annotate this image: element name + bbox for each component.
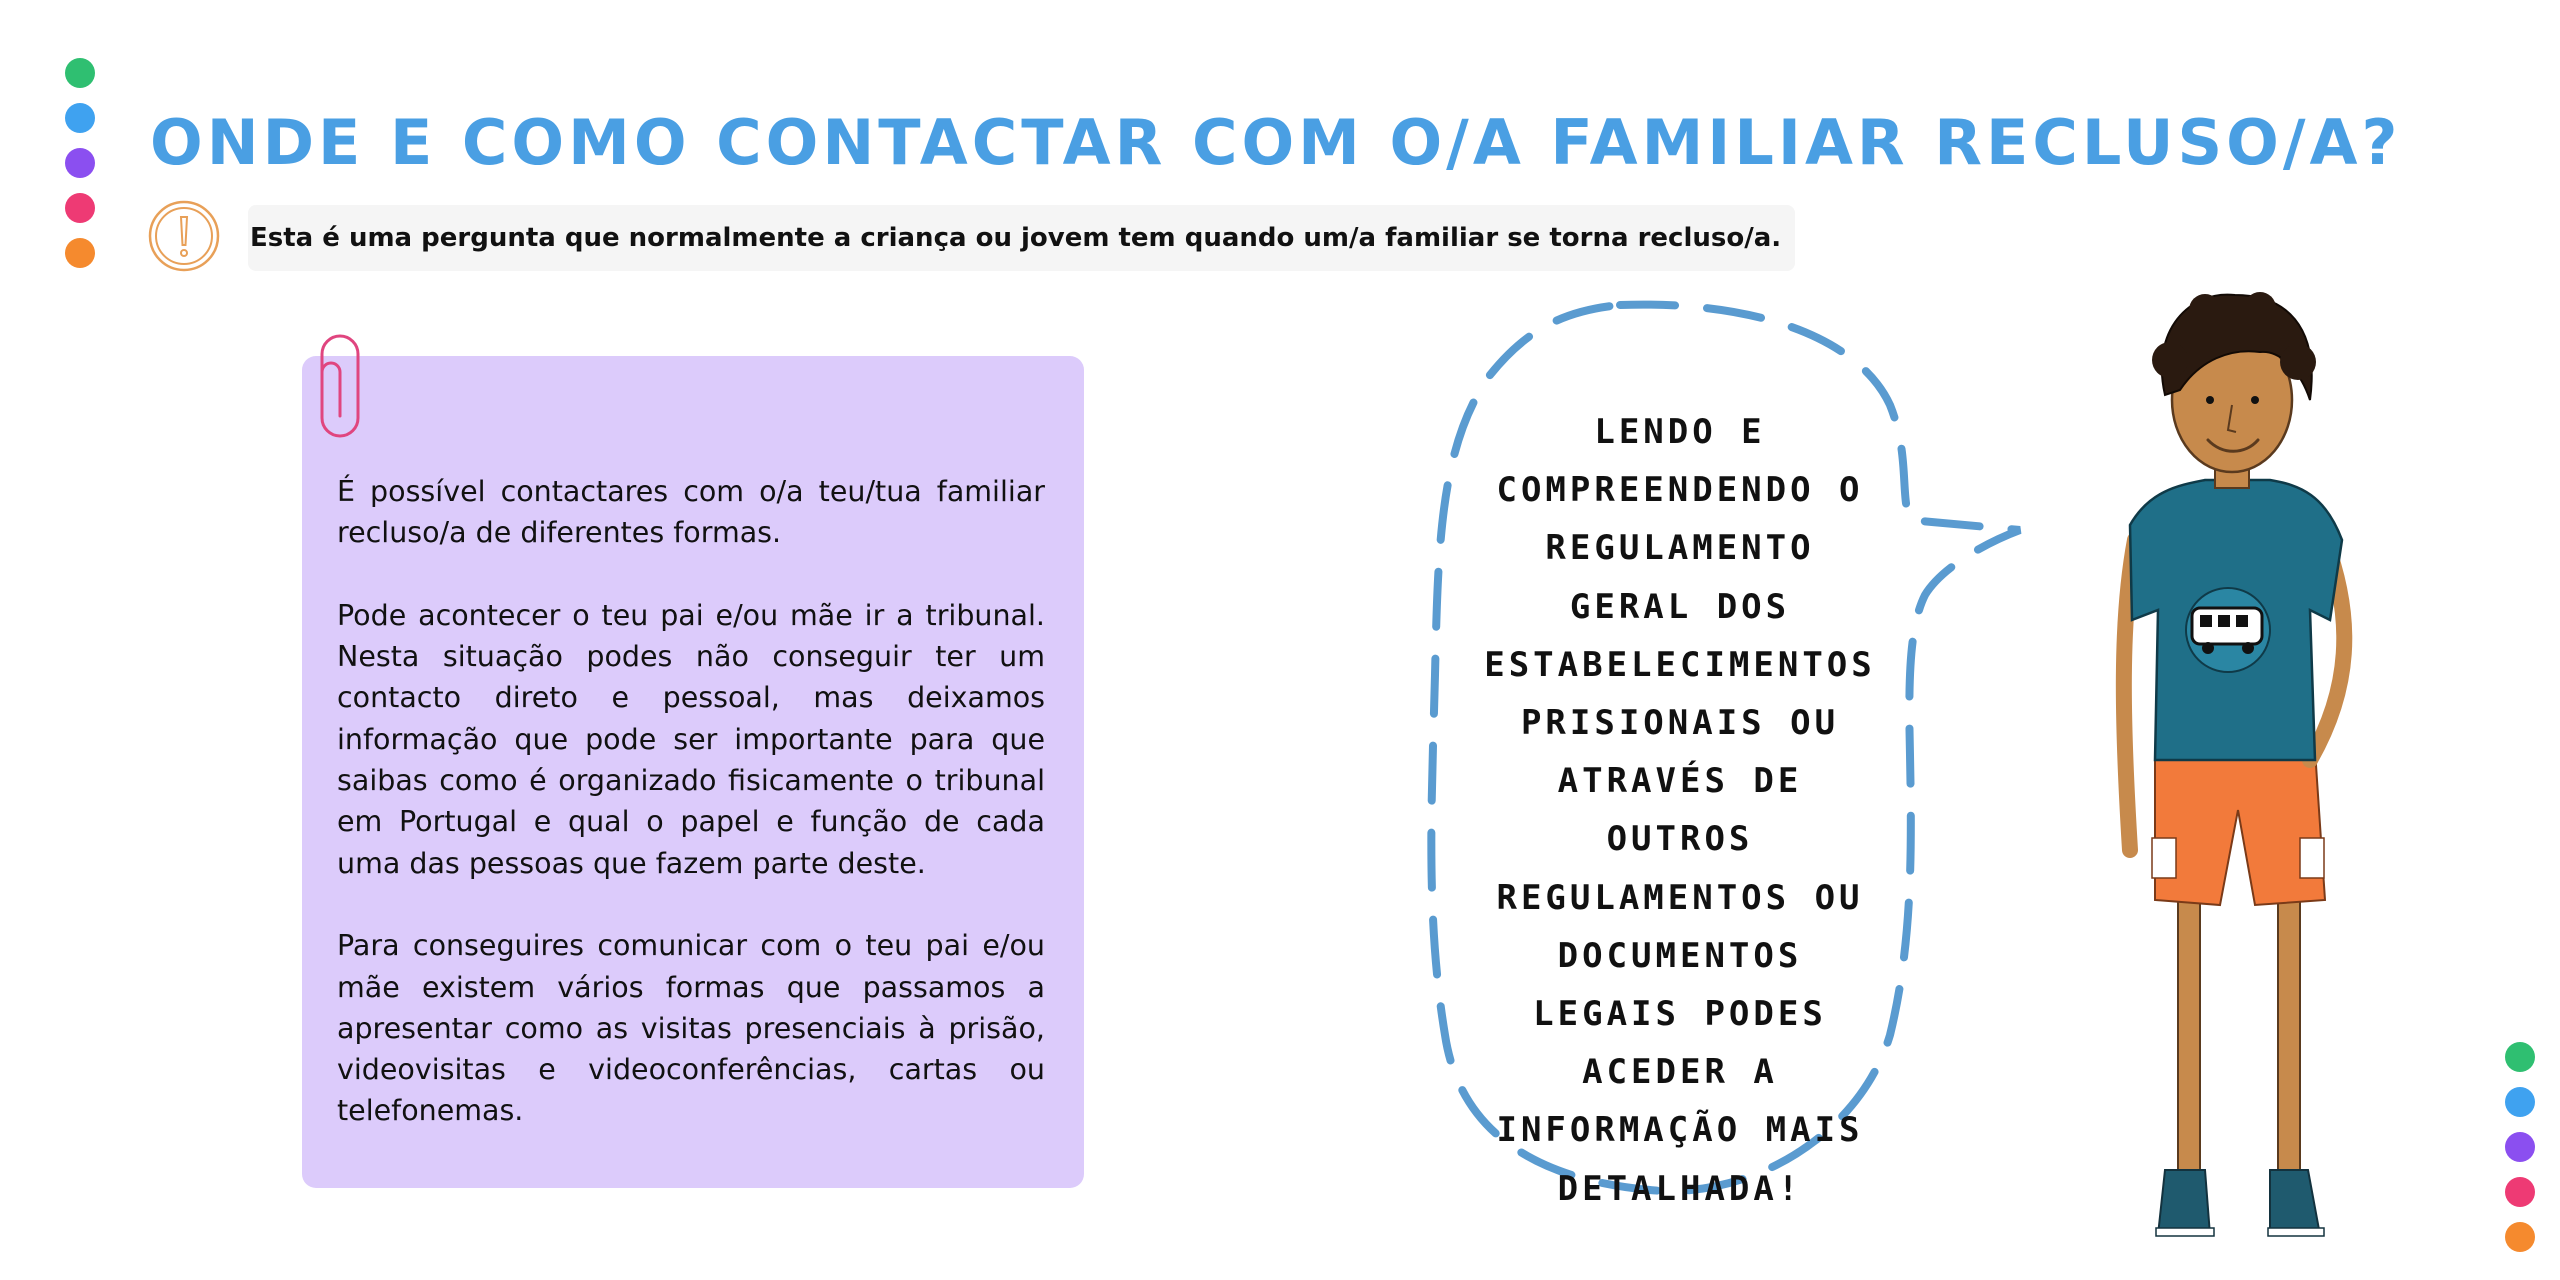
dot-purple: [65, 148, 95, 178]
page-title: ONDE E COMO CONTACTAR COM O/A FAMILIAR RECLUSO/A?: [150, 106, 2402, 179]
dot-green: [65, 58, 95, 88]
card-paragraph: É possível contactares com o/a teu/tua familiar recluso/a de diferentes formas.: [337, 475, 1045, 550]
dot-blue: [65, 103, 95, 133]
speech-bubble-text: LENDO E COMPREENDENDO O REGULAMENTO GERAL DOS ESTABELECIMENTOS PRISIONAIS OU ATRAVÉS DE OUTROS REGULAMENTOS OU DOCUMENTOS LEGAIS PODES ACEDER A INFORMAÇÃO MAIS DETALHADA!: [1484, 412, 1876, 1209]
card-paragraph: Para conseguires comunicar com o teu pai e/ou mãe existem vários formas que passamos a apresentar como as visitas presenciais à prisão, videovisitas e videoconferências, cartas ou telefonemas.: [337, 929, 1045, 1128]
dot-green: [2505, 1042, 2535, 1072]
intro-text: Esta é uma pergunta que normalmente a criança ou jovem tem quando um/a familiar se torna recluso/a.: [248, 205, 1795, 271]
dot-pink: [65, 193, 95, 223]
card-paragraph: Pode acontecer o teu pai e/ou mãe ir a tribunal. Nesta situação podes não conseguir ter um contacto direto e pessoal, mas deixamos informação que pode ser importante para que saibas como é organizado fisicamente o tribunal em Portugal e qual o papel e função de cada uma das pessoas que fazem parte deste.: [337, 598, 1045, 880]
decorative-dots-left: [65, 58, 95, 268]
dot-blue: [2505, 1087, 2535, 1117]
card-text: [337, 471, 1045, 1173]
dot-orange: [65, 238, 95, 268]
decorative-dots-right: [2505, 1042, 2535, 1252]
paperclip-icon: [313, 332, 367, 440]
child-character-illustration: [2110, 290, 2360, 1250]
exclamation-circle-icon: [148, 200, 220, 272]
dot-purple: [2505, 1132, 2535, 1162]
dot-pink: [2505, 1177, 2535, 1207]
dot-orange: [2505, 1222, 2535, 1252]
